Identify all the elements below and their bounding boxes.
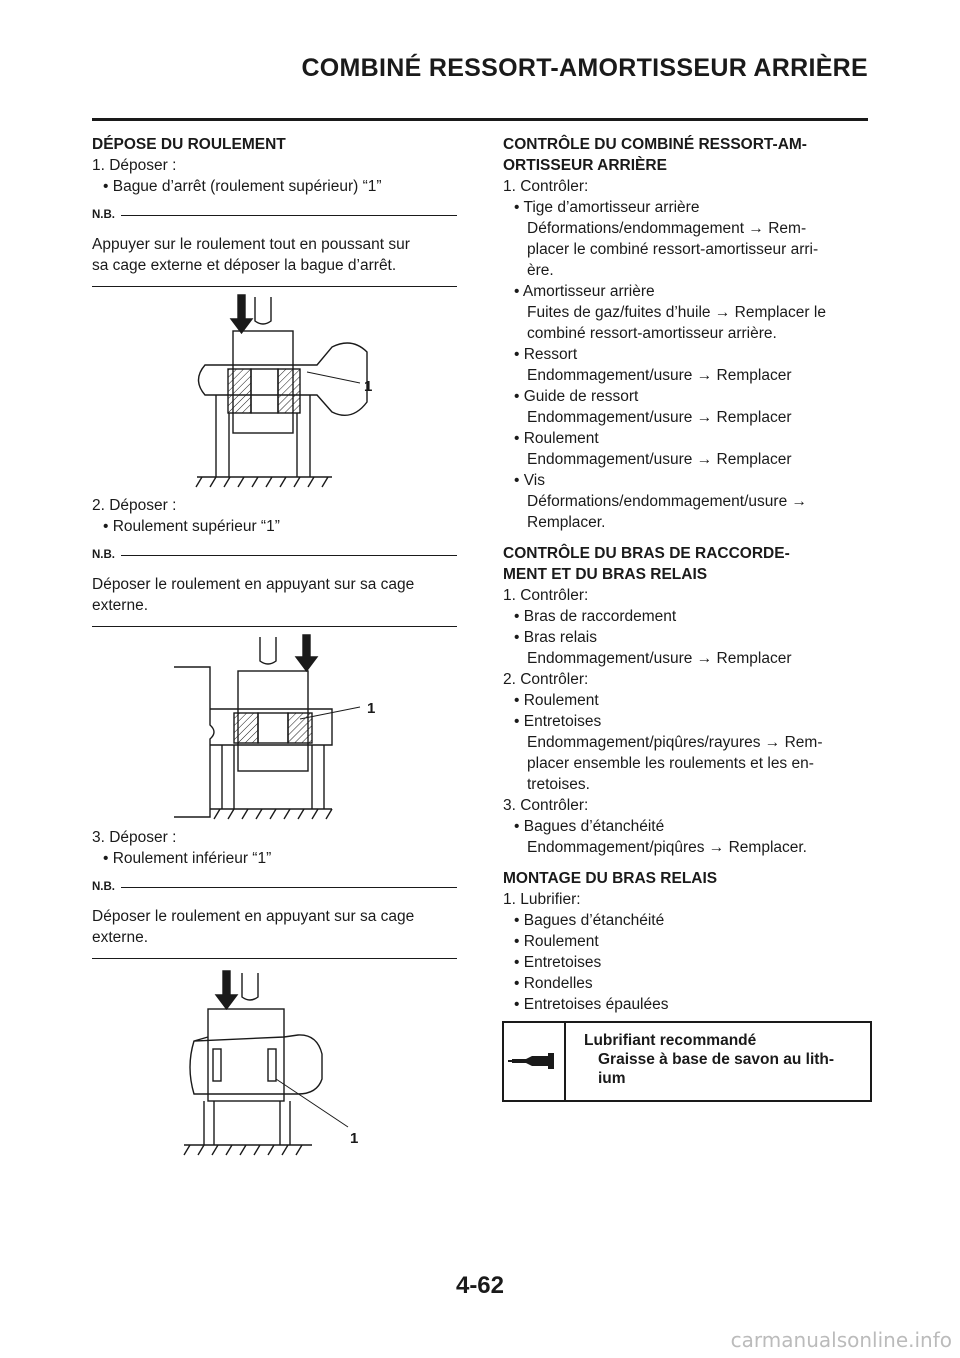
figure-upper-bearing-removal [92, 627, 457, 827]
figure-lower-bearing-removal [92, 959, 457, 1159]
bullet: • Guide de ressort [514, 388, 639, 405]
nb-line: externe. [92, 929, 149, 946]
nb-header [92, 545, 457, 566]
bullet: • Roulement inférieur “1” [103, 850, 272, 867]
nb-text [92, 234, 457, 287]
callout-1: 1 [350, 1130, 359, 1147]
lubricant-title: Lubrifiant recommandé [584, 1032, 757, 1049]
ground-hatch [196, 477, 328, 487]
section-heading: DÉPOSE DU ROULEMENT [92, 136, 286, 153]
nb-header [92, 877, 457, 898]
nb-rule [121, 555, 457, 556]
page-title: COMBINÉ RESSORT-AMORTISSEUR ARRIÈRE [301, 54, 868, 82]
detail: tretoises. [527, 776, 590, 793]
section-heading: MENT ET DU BRAS RELAIS [503, 566, 708, 583]
grease-icon [504, 1023, 566, 1100]
detail: Endommagement/usure → Remplacer [527, 650, 792, 667]
bullet: • Bagues d’étanchéité [514, 912, 665, 929]
section-heading: CONTRÔLE DU BRAS DE RACCORDE- [503, 545, 790, 562]
detail: Déformations/endommagement/usure → [527, 493, 807, 510]
detail: Remplacer. [527, 514, 606, 531]
nb-line: Déposer le roulement en appuyant sur sa cage [92, 908, 415, 925]
bullet: • Bras de raccordement [514, 608, 677, 625]
step: 3. Contrôler: [503, 797, 589, 814]
nb-text [92, 906, 457, 959]
lubricant-value: ium [598, 1070, 626, 1087]
step: 1. Déposer : [92, 157, 177, 174]
section-heading: CONTRÔLE DU COMBINÉ RESSORT-AM- [503, 136, 807, 153]
nb-line: externe. [92, 597, 149, 614]
nb-text [92, 574, 457, 627]
bullet: • Tige d’amortisseur arrière [514, 199, 700, 216]
press-arrow-icon [216, 971, 237, 1009]
watermark: carmanualsonline.info [730, 1328, 952, 1352]
bullet: • Roulement [514, 692, 599, 709]
bullet: • Bras relais [514, 629, 597, 646]
lubricant-text [584, 1031, 834, 1088]
step: 3. Déposer : [92, 829, 177, 846]
step: 1. Contrôler: [503, 178, 589, 195]
right-column [503, 134, 868, 1015]
press-arrow-icon [296, 635, 317, 671]
nb-header [92, 205, 457, 226]
step: 2. Contrôler: [503, 671, 589, 688]
detail: Endommagement/piqûres/rayures → Rem- [527, 734, 823, 751]
bullet: • Roulement supérieur “1” [103, 518, 280, 535]
bullet: • Bagues d’étanchéité [514, 818, 665, 835]
nb-label: N.B. [92, 549, 115, 561]
section-heading: MONTAGE DU BRAS RELAIS [503, 870, 718, 887]
nb-line: Appuyer sur le roulement tout en poussant sur [92, 236, 410, 253]
page-number: 4-62 [455, 1272, 505, 1299]
title-rule [92, 118, 868, 121]
bullet: • Entretoises [514, 954, 602, 971]
bullet: • Ressort [514, 346, 578, 363]
bullet: • Bague d’arrêt (roulement supérieur) “1” [103, 178, 382, 195]
detail: ère. [527, 262, 554, 279]
step: 1. Lubrifier: [503, 891, 581, 908]
lubricant-value: Graisse à base de savon au lith- [598, 1051, 835, 1068]
detail: placer ensemble les roulements et les en- [527, 755, 814, 772]
nb-rule [121, 887, 457, 888]
nb-label: N.B. [92, 209, 115, 221]
callout-1: 1 [364, 378, 373, 395]
step: 1. Contrôler: [503, 587, 589, 604]
callout-1: 1 [367, 700, 376, 717]
step: 2. Déposer : [92, 497, 177, 514]
detail: placer le combiné ressort-amortisseur arri- [527, 241, 819, 258]
bullet: • Rondelles [514, 975, 593, 992]
section-heading: ORTISSEUR ARRIÈRE [503, 157, 667, 174]
detail: Fuites de gaz/fuites d’huile → Remplacer le [527, 304, 826, 321]
nb-line: Déposer le roulement en appuyant sur sa cage [92, 576, 415, 593]
lubricant-box [502, 1021, 872, 1102]
bullet: • Roulement [514, 933, 599, 950]
figure-stop-ring-removal [92, 287, 457, 495]
detail: Endommagement/usure → Remplacer [527, 451, 792, 468]
bullet: • Vis [514, 472, 545, 489]
detail: Endommagement/usure → Remplacer [527, 367, 792, 384]
bullet: • Entretoises [514, 713, 602, 730]
press-arrow-icon [231, 295, 252, 333]
bullet: • Amortisseur arrière [514, 283, 655, 300]
nb-rule [121, 215, 457, 216]
nb-label: N.B. [92, 881, 115, 893]
bullet: • Entretoises épaulées [514, 996, 669, 1013]
bullet: • Roulement [514, 430, 599, 447]
detail: Endommagement/piqûres → Remplacer. [527, 839, 807, 856]
nb-line: sa cage externe et déposer la bague d’arrêt. [92, 257, 397, 274]
detail: Endommagement/usure → Remplacer [527, 409, 792, 426]
detail: Déformations/endommagement → Rem- [527, 220, 807, 237]
detail: combiné ressort-amortisseur arrière. [527, 325, 777, 342]
left-column [92, 134, 457, 1159]
